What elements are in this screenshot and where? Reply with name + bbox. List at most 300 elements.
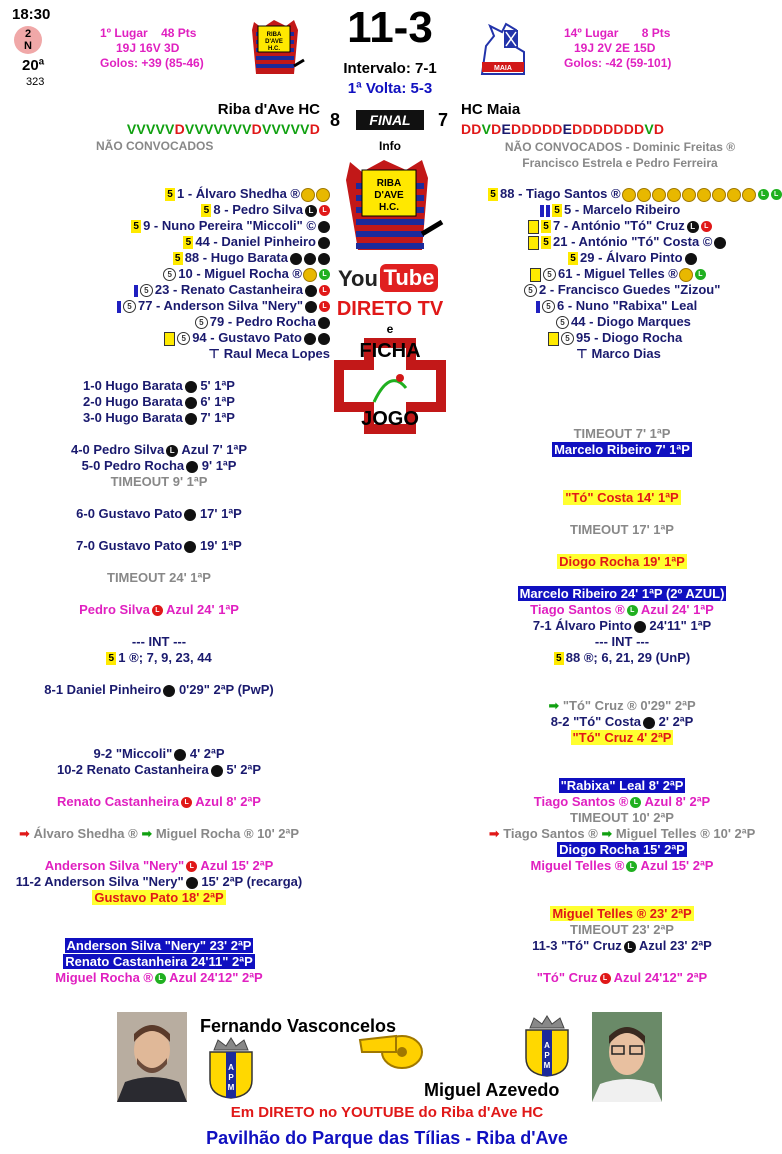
- round-number: 20ª: [22, 57, 45, 74]
- roster-row: [440, 330, 774, 346]
- home-logo: [244, 16, 304, 80]
- event-suffix: Azul 15' 2ªP: [197, 858, 274, 873]
- event-text: [93, 746, 224, 761]
- svg-text:A: A: [544, 1041, 550, 1050]
- yellow-card-icon: [528, 236, 539, 250]
- away-goals: Golos: -42 (59-101): [564, 56, 672, 70]
- away-points: 8 Pts: [641, 26, 671, 40]
- event-suffix: Azul 24' 1ªP: [637, 602, 714, 617]
- first-leg-score: 1ª Volta: 5-3: [347, 80, 433, 97]
- event-main: --- INT ---: [594, 634, 650, 649]
- event-main: "Tó" Cruz 4' 2ªP: [572, 730, 672, 745]
- event-row: [470, 554, 774, 570]
- player-name: 29 - Álvaro Pinto: [580, 250, 683, 265]
- player-name: 23 - Renato Castanheira: [154, 282, 303, 297]
- roster-row: [0, 282, 330, 298]
- home-form: [60, 121, 320, 137]
- event-text: [570, 922, 674, 937]
- event-row: [0, 858, 318, 874]
- event-text: [76, 506, 242, 521]
- game-number: 323: [26, 76, 45, 88]
- event-main: TIMEOUT 10' 2ªP: [570, 810, 674, 825]
- player-name: 9 - Nuno Pereira "Miccoli" ©: [143, 218, 316, 233]
- event-main: 7-0 Gustavo Pato: [76, 538, 183, 553]
- sub-in-arrow-icon: ➡: [548, 698, 563, 713]
- goal-ball-icon: [318, 253, 330, 265]
- svg-text:D'AVE: D'AVE: [374, 190, 404, 201]
- event-text: [532, 938, 712, 953]
- roster-row: [0, 250, 330, 266]
- event-text: [537, 970, 707, 985]
- event-suffix: Azul 7' 1ªP: [178, 442, 248, 457]
- event-row: [470, 634, 774, 650]
- event-main: --- INT ---: [131, 634, 187, 649]
- referee1-name: Fernando Vasconcelos: [200, 1016, 397, 1036]
- lineup-five-badge: 5: [552, 204, 562, 217]
- away-stats: [564, 26, 724, 71]
- player-name: 95 - Diogo Rocha: [576, 330, 683, 345]
- roster-row: [440, 298, 774, 314]
- goal-ball-icon: [186, 877, 198, 889]
- event-main: 4-0 Pedro Silva: [70, 442, 165, 457]
- event-row: [470, 826, 774, 842]
- event-row: [470, 842, 774, 858]
- event-text: [570, 810, 674, 825]
- goal-ball-icon: [184, 541, 196, 553]
- form-segment: VVVVVVV: [184, 121, 252, 137]
- event-main: Miguel Telles ®: [530, 858, 625, 873]
- event-main: Miguel Telles ® 23' 2ªP: [552, 906, 692, 921]
- event-suffix: 5' 1ªP: [196, 378, 235, 393]
- event-row: [470, 426, 774, 442]
- event-suffix: 6' 1ªP: [196, 394, 235, 409]
- away-not-called: [480, 139, 760, 171]
- event-text: [92, 890, 225, 905]
- final-label: FINAL: [369, 112, 411, 128]
- green-card-icon: L: [155, 973, 166, 984]
- event-row: [0, 746, 318, 762]
- event-row: [0, 938, 318, 954]
- home-team-name: Riba d'Ave HC: [217, 101, 320, 118]
- final-score: 11-3: [347, 3, 433, 52]
- referee2-name: Miguel Azevedo: [424, 1080, 560, 1100]
- event-row: [470, 938, 774, 954]
- event-main: 8-1 Daniel Pinheiro: [44, 682, 162, 697]
- event-row: [470, 794, 774, 810]
- goal-ball-icon: [305, 285, 317, 297]
- event-main: 1-0 Hugo Barata: [83, 378, 183, 393]
- roster-row: [440, 314, 774, 330]
- event-row: [470, 970, 774, 986]
- event-text: [557, 554, 687, 569]
- roster-row: [440, 234, 774, 250]
- event-main: Diogo Rocha 19' 1ªP: [559, 554, 685, 569]
- event-main: "Tó" Cruz ® 0'29" 2ªP: [562, 698, 696, 713]
- event-suffix: Azul 24' 1ªP: [162, 602, 239, 617]
- green-card-icon: L: [758, 189, 769, 200]
- event-row: [0, 794, 318, 810]
- roster-row: [0, 266, 330, 282]
- event-text: [550, 906, 693, 921]
- home-stats: [100, 26, 230, 71]
- ficha-jogo-logo[interactable]: [334, 338, 446, 434]
- coach-icon: ⊤: [208, 346, 224, 361]
- center-club-logo: [336, 156, 444, 256]
- player-name: 10 - Miguel Rocha ®: [178, 266, 302, 281]
- youtube-you: You: [338, 266, 378, 291]
- event-text: [489, 826, 756, 841]
- yellow-card-icon: [164, 332, 175, 346]
- goal-ball-icon: [290, 253, 302, 265]
- roster-row: [0, 218, 330, 234]
- sub-in-arrow-icon: ➡: [137, 826, 153, 841]
- event-row: [0, 442, 318, 458]
- event-suffix: Azul 23' 2ªP: [635, 938, 712, 953]
- event-text: [552, 442, 692, 457]
- form-segment: V: [644, 121, 654, 137]
- event-main: TIMEOUT 24' 1ªP: [107, 570, 211, 585]
- event-row: [0, 570, 318, 586]
- event-row: [0, 970, 318, 986]
- svg-text:MAIA: MAIA: [494, 65, 512, 72]
- goal-ball-icon: L: [687, 221, 699, 233]
- event-main: 88 ®; 6, 21, 29 (UnP): [565, 650, 691, 665]
- form-segment: E: [501, 121, 512, 137]
- goal-ball-icon: L: [166, 445, 178, 457]
- yellow-ball-icon: [679, 268, 693, 282]
- event-main: Gustavo Pato 18' 2ªP: [94, 890, 224, 905]
- player-name: 2 - Francisco Guedes "Zizou": [539, 282, 721, 297]
- event-main: "Tó" Cruz: [536, 970, 598, 985]
- event-suffix: Azul 8' 2ªP: [192, 794, 261, 809]
- event-main: TIMEOUT 9' 1ªP: [110, 474, 208, 489]
- substitute-circle-icon: 5: [123, 300, 136, 313]
- goal-ball-icon: [685, 253, 697, 265]
- roster-row: [440, 282, 774, 298]
- roster-row: [0, 314, 330, 330]
- event-main: 6-0 Gustavo Pato: [76, 506, 183, 521]
- goal-ball-icon: [211, 765, 223, 777]
- goal-ball-icon: [185, 381, 197, 393]
- goal-ball-icon: [186, 461, 198, 473]
- event-row: [0, 602, 318, 618]
- event-main: 3-0 Hugo Barata: [83, 410, 183, 425]
- blue-card-bar-icon: [134, 285, 138, 297]
- lineup-five-badge: 5: [131, 220, 141, 233]
- roster-row: [440, 250, 774, 266]
- event-text: [533, 618, 711, 633]
- event-row: [0, 874, 318, 890]
- away-goal-count: 7: [438, 110, 449, 130]
- form-segment: D: [309, 121, 320, 137]
- form-segment: DD: [461, 121, 482, 137]
- match-time: 18:30: [12, 6, 51, 23]
- event-text: [82, 458, 237, 473]
- goal-ball-icon: [318, 237, 330, 249]
- player-name: 94 - Gustavo Pato: [192, 330, 302, 345]
- event-text: [45, 858, 274, 873]
- gold-ball-icon: [697, 188, 711, 202]
- event-suffix: Miguel Rocha ® 10' 2ªP: [152, 826, 300, 841]
- event-suffix: 5' 2ªP: [222, 762, 261, 777]
- event-row: [470, 618, 774, 634]
- event-suffix: Miguel Telles ® 10' 2ªP: [612, 826, 756, 841]
- event-text: [548, 698, 695, 713]
- goal-ball-icon: [318, 317, 330, 329]
- event-text: [111, 474, 208, 489]
- event-main: 10-2 Renato Castanheira: [57, 762, 209, 777]
- home-goal-count: 8: [330, 110, 341, 130]
- event-text: [574, 426, 671, 441]
- event-suffix: 19' 1ªP: [196, 538, 242, 553]
- venue: Pavilhão do Parque das Tílias - Riba d'Ave: [206, 1128, 568, 1148]
- goal-ball-icon: [185, 397, 197, 409]
- roster-row: [440, 186, 779, 202]
- whistle-icon: [356, 1022, 426, 1072]
- form-segment: D: [251, 121, 262, 137]
- event-suffix: 7' 1ªP: [196, 410, 235, 425]
- player-name: 44 - Diogo Marques: [571, 314, 691, 329]
- event-main: Tiago Santos ®: [530, 602, 625, 617]
- halftime-score: Intervalo: 7-1: [343, 60, 437, 77]
- division-badge-bottom: N: [24, 40, 32, 52]
- roster-row: [440, 266, 774, 282]
- player-name: 88 - Hugo Barata: [184, 250, 288, 265]
- roster-row: [0, 346, 330, 362]
- event-main: 2-0 Hugo Barata: [83, 394, 183, 409]
- sub-out-arrow-icon: ➡: [18, 826, 34, 841]
- referee2-photo: [592, 1012, 662, 1102]
- goal-ball-icon: [304, 253, 316, 265]
- event-row: [470, 922, 774, 938]
- green-card-icon: L: [627, 605, 638, 616]
- final-badge: [356, 110, 424, 130]
- event-text: [563, 490, 680, 505]
- substitute-circle-icon: 5: [163, 268, 176, 281]
- green-card-icon: L: [771, 189, 782, 200]
- event-main: "Tó" Costa 14' 1ªP: [565, 490, 679, 505]
- event-row: [470, 858, 774, 874]
- lineup-five-badge: 5: [554, 652, 564, 665]
- event-row: [0, 762, 318, 778]
- red-card-icon: L: [701, 221, 712, 232]
- ficha-label: FICHA: [359, 340, 421, 362]
- event-main: Álvaro Shedha ®: [33, 826, 138, 841]
- gold-ball-icon: [637, 188, 651, 202]
- blue-card-bar-icon: [536, 301, 540, 313]
- youtube-tube: Tube: [380, 264, 438, 292]
- form-segment: DDDDDDD: [572, 121, 645, 137]
- event-row: [0, 410, 318, 426]
- event-text: [551, 714, 694, 729]
- green-card-icon: L: [626, 861, 637, 872]
- event-main: TIMEOUT 23' 2ªP: [570, 922, 674, 937]
- red-card-icon: L: [319, 205, 330, 216]
- away-logo: [472, 16, 532, 80]
- gold-ball-icon: [622, 188, 636, 202]
- player-name: 1 - Álvaro Shedha ®: [177, 186, 300, 201]
- away-form: [461, 121, 721, 137]
- event-row: [470, 906, 774, 922]
- form-segment: D: [653, 121, 665, 137]
- event-main: Tiago Santos ®: [533, 794, 629, 809]
- event-suffix: Azul 8' 2ªP: [641, 794, 711, 809]
- form-segment: DDDDD: [511, 121, 563, 137]
- event-suffix: 0'29" 2ªP (PwP): [175, 682, 274, 697]
- svg-text:A: A: [228, 1063, 234, 1072]
- lineup-five-badge: 5: [165, 188, 175, 201]
- event-suffix: 15' 2ªP (recarga): [197, 874, 303, 889]
- event-main: Marcelo Ribeiro 24' 1ªP (2º AZUL): [519, 586, 725, 601]
- event-suffix: 24'11" 1ªP: [645, 618, 712, 633]
- event-row: [470, 490, 774, 506]
- event-row: [0, 826, 318, 842]
- goal-ball-icon: [318, 333, 330, 345]
- green-card-icon: L: [319, 269, 330, 280]
- event-main: Marcelo Ribeiro 7' 1ªP: [554, 442, 690, 457]
- away-roster: [440, 186, 779, 362]
- goal-ball-icon: [318, 221, 330, 233]
- division-badge: [14, 26, 42, 54]
- event-suffix: Azul 24'12" 2ªP: [610, 970, 708, 985]
- event-row: [0, 538, 318, 554]
- svg-text:M: M: [227, 1083, 235, 1092]
- home-position: 1º Lugar: [100, 26, 148, 40]
- event-text: [107, 570, 211, 585]
- player-name: 5 - Marcelo Ribeiro: [564, 202, 681, 217]
- yellow-ball-icon: [303, 268, 317, 282]
- event-text: [570, 522, 674, 537]
- roster-row: [0, 202, 330, 218]
- event-text: [554, 650, 690, 665]
- roster-row: [0, 186, 330, 202]
- event-text: [83, 410, 235, 425]
- player-name: 44 - Daniel Pinheiro: [195, 234, 316, 249]
- event-row: [0, 634, 318, 650]
- event-main: Renato Castanheira: [57, 794, 180, 809]
- event-row: [0, 378, 318, 394]
- gold-ball-icon: [301, 188, 315, 202]
- and-label: e: [386, 322, 394, 336]
- away-record: 19J 2V 2E 15D: [574, 41, 656, 55]
- lineup-five-badge: 5: [541, 220, 551, 233]
- event-main: "Rabixa" Leal 8' 2ªP: [560, 778, 684, 793]
- away-not-called-1: NÃO CONVOCADOS - Dominic Freitas ®: [504, 140, 736, 154]
- live-note: Em DIRETO no YOUTUBE do Riba d'Ave HC: [230, 1104, 544, 1121]
- svg-text:M: M: [543, 1061, 551, 1070]
- substitute-circle-icon: 5: [556, 316, 569, 329]
- event-row: [0, 682, 318, 698]
- lineup-five-badge: 5: [568, 252, 578, 265]
- goal-ball-icon: [304, 333, 316, 345]
- event-suffix: 9' 1ªP: [198, 458, 237, 473]
- red-card-icon: L: [186, 861, 197, 872]
- blue-card-bar-icon: [540, 205, 544, 217]
- roster-row: [0, 298, 330, 314]
- event-row: [470, 730, 774, 746]
- roster-row: [440, 202, 774, 218]
- player-name: 88 - Tiago Santos ®: [500, 186, 621, 201]
- event-suffix: 2' 2ªP: [655, 714, 694, 729]
- event-main: 8-2 "Tó" Costa: [550, 714, 642, 729]
- event-text: [57, 762, 261, 777]
- event-suffix: 4' 2ªP: [186, 746, 225, 761]
- event-text: [83, 394, 235, 409]
- away-not-called-2: Francisco Estrela e Pedro Ferreira: [522, 156, 718, 170]
- player-name: Marco Dias: [591, 346, 661, 361]
- form-segment: E: [562, 121, 573, 137]
- gold-ball-icon: [316, 188, 330, 202]
- goal-ball-icon: [163, 685, 175, 697]
- event-text: [571, 730, 674, 745]
- form-segment: D: [491, 121, 502, 137]
- event-main: TIMEOUT 17' 1ªP: [570, 522, 674, 537]
- substitute-circle-icon: 5: [542, 300, 555, 313]
- svg-text:P: P: [544, 1051, 550, 1060]
- home-goals: Golos: +39 (85-46): [100, 56, 204, 70]
- apm-badge-1: [206, 1036, 256, 1100]
- event-row: [0, 650, 318, 666]
- event-main: Anderson Silva "Nery": [44, 858, 185, 873]
- substitute-circle-icon: 5: [543, 268, 556, 281]
- player-name: 21 - António "Tó" Costa ©: [553, 234, 713, 249]
- roster-row: [0, 234, 330, 250]
- event-text: [83, 378, 235, 393]
- lineup-five-badge: 5: [541, 236, 551, 249]
- away-team-name: HC Maia: [461, 101, 521, 118]
- event-text: [19, 826, 299, 841]
- gold-ball-icon: [667, 188, 681, 202]
- form-segment: VVVVV: [261, 121, 310, 137]
- lineup-five-badge: 5: [201, 204, 211, 217]
- event-row: [0, 474, 318, 490]
- event-text: [16, 874, 302, 889]
- goal-ball-icon: L: [624, 941, 636, 953]
- substitute-circle-icon: 5: [177, 332, 190, 345]
- roster-row: [0, 330, 330, 346]
- blue-card-bar-icon: [117, 301, 121, 313]
- apm-badge-2: [522, 1014, 572, 1078]
- event-row: [0, 458, 318, 474]
- event-text: [71, 442, 247, 457]
- event-text: [534, 794, 710, 809]
- gold-ball-icon: [682, 188, 696, 202]
- event-main: 1 ®; 7, 9, 23, 44: [118, 650, 212, 665]
- event-row: [470, 714, 774, 730]
- away-position: 14º Lugar: [564, 26, 619, 40]
- event-main: Renato Castanheira 24'11" 2ªP: [65, 954, 253, 969]
- home-roster: [0, 186, 330, 362]
- home-points: 48 Pts: [161, 26, 197, 40]
- lineup-five-badge: 5: [183, 236, 193, 249]
- gold-ball-icon: [727, 188, 741, 202]
- roster-row: [440, 346, 774, 362]
- goal-ball-icon: [714, 237, 726, 249]
- svg-text:RIBA: RIBA: [376, 178, 402, 189]
- goal-ball-icon: [184, 509, 196, 521]
- event-row: [0, 394, 318, 410]
- sub-out-arrow-icon: ➡: [488, 826, 504, 841]
- svg-text:P: P: [228, 1073, 234, 1082]
- youtube-logo[interactable]: [338, 264, 442, 292]
- goal-ball-icon: [634, 621, 646, 633]
- event-row: [470, 442, 774, 458]
- svg-text:D'AVE: D'AVE: [265, 39, 283, 45]
- event-main: TIMEOUT 7' 1ªP: [573, 426, 671, 441]
- info-label[interactable]: Info: [379, 139, 401, 153]
- red-card-icon: L: [152, 605, 163, 616]
- event-text: [557, 842, 687, 857]
